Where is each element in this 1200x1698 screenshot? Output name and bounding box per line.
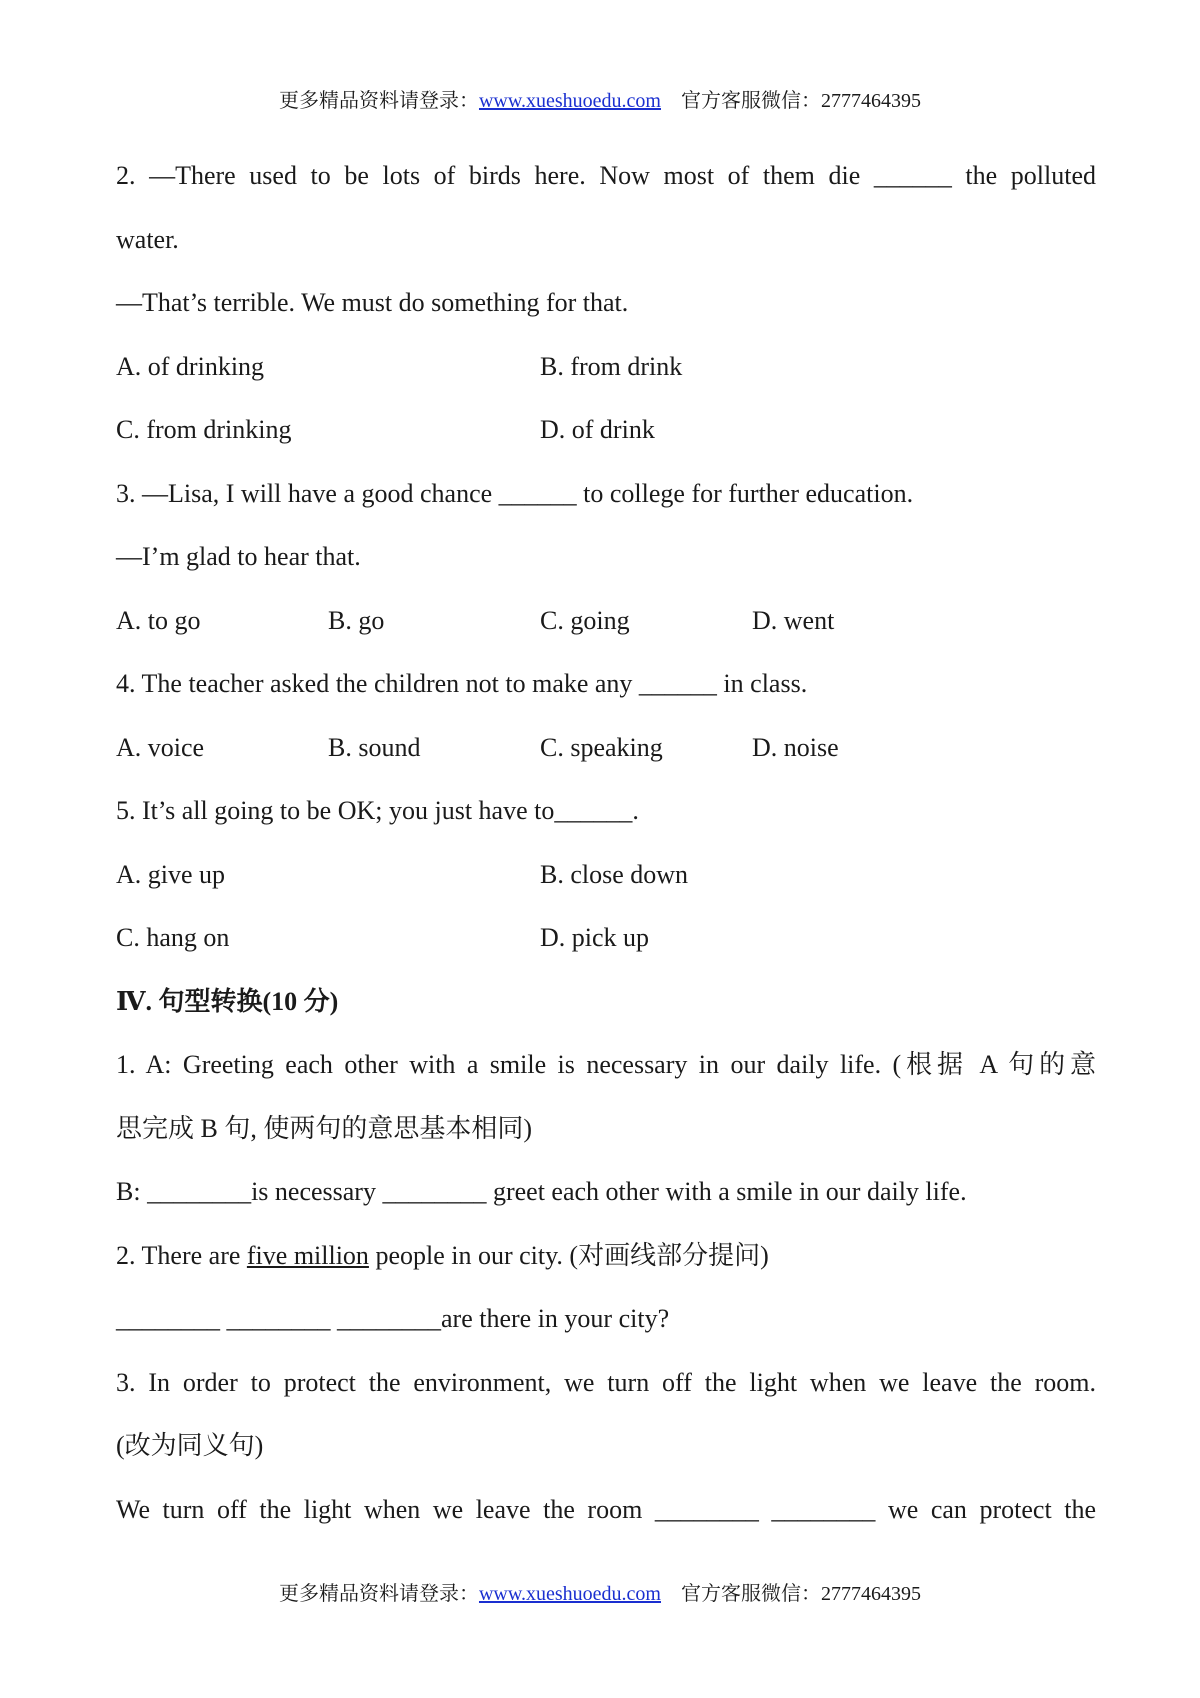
- q4-option-d: D. noise: [752, 732, 839, 762]
- q2-stem-line1: 2. —There used to be lots of birds here. Now most of them die ______ the polluted: [116, 161, 1096, 190]
- q3-stem: 3. —Lisa, I will have a good chance ______ to college for further education.: [116, 478, 914, 508]
- q2-reply: —That’s terrible. We must do something for that.: [116, 288, 629, 317]
- q4-option-b: B. sound: [328, 732, 421, 762]
- header-wechat: 官方客服微信：2777464395: [681, 90, 921, 112]
- s2-underlined-text: five million: [246, 1240, 369, 1270]
- q2-stem-line2: water.: [116, 224, 179, 254]
- section-4-title: Ⅳ. 句型转换(10 分): [116, 986, 339, 1016]
- s1-answer: B: ________is necessary ________ greet each other with a smile in our daily life.: [116, 1177, 967, 1206]
- s2-question: [116, 1236, 1096, 1300]
- q2-option-c: C. from drinking: [116, 415, 292, 444]
- q2-options-row2: [116, 410, 1096, 474]
- q3-reply: —I’m glad to hear that.: [116, 542, 361, 571]
- footer-wechat: 官方客服微信：2777464395: [681, 1583, 921, 1605]
- q2-option-d: D. of drink: [540, 415, 655, 444]
- q5-options-row1: [116, 855, 1096, 919]
- q3-option-b: B. go: [328, 605, 385, 635]
- q5-option-a: A. give up: [116, 859, 226, 889]
- s3-answer: We turn off the light when we leave the room ________ ________ we can protect the: [116, 1494, 1096, 1524]
- q4-option-c: C. speaking: [540, 732, 663, 762]
- q3-options-row: [116, 601, 1096, 665]
- q5-option-c: C. hang on: [116, 923, 230, 952]
- footer-site-link[interactable]: www.xueshuoedu.com: [478, 1583, 661, 1605]
- s2-after: people in our city. (对画线部分提问): [368, 1240, 769, 1270]
- q4-option-a: A. voice: [116, 732, 205, 762]
- footer-prefix: 更多精品资料请登录：: [278, 1583, 479, 1605]
- q5-options-row2: [116, 918, 1096, 982]
- q2-options-row1: [116, 347, 1096, 411]
- q4-stem: 4. The teacher asked the children not to make any ______ in class.: [116, 669, 808, 698]
- page-footer: [0, 1582, 1200, 1606]
- q3-option-d: D. went: [752, 605, 835, 635]
- q5-option-b: B. close down: [540, 859, 689, 889]
- s3-line2: (改为同义句): [116, 1431, 264, 1460]
- header-site-link[interactable]: www.xueshuoedu.com: [478, 90, 661, 112]
- page-header: [0, 89, 1200, 113]
- q5-option-d: D. pick up: [540, 923, 650, 952]
- s3-line1: 3. In order to protect the environment, we turn off the light when we leave the room.: [116, 1367, 1096, 1397]
- s1-line1: 1. A: Greeting each other with a smile is necessary in our daily life. (根据 A 句的意: [116, 1050, 1096, 1079]
- s1-line2: 思完成 B 句, 使两句的意思基本相同): [116, 1113, 533, 1143]
- q4-options-row: [116, 728, 1096, 792]
- s2-before: 2. There are: [116, 1240, 247, 1270]
- header-prefix: 更多精品资料请登录：: [278, 90, 479, 112]
- q2-option-a: A. of drinking: [116, 351, 265, 381]
- q2-option-b: B. from drink: [540, 351, 683, 381]
- q3-option-a: A. to go: [116, 605, 201, 635]
- q3-option-c: C. going: [540, 605, 630, 635]
- s2-answer: ________ ________ ________are there in your city?: [116, 1304, 670, 1333]
- q5-stem: 5. It’s all going to be OK; you just have to______.: [116, 796, 639, 825]
- worksheet-content: [116, 156, 1096, 1553]
